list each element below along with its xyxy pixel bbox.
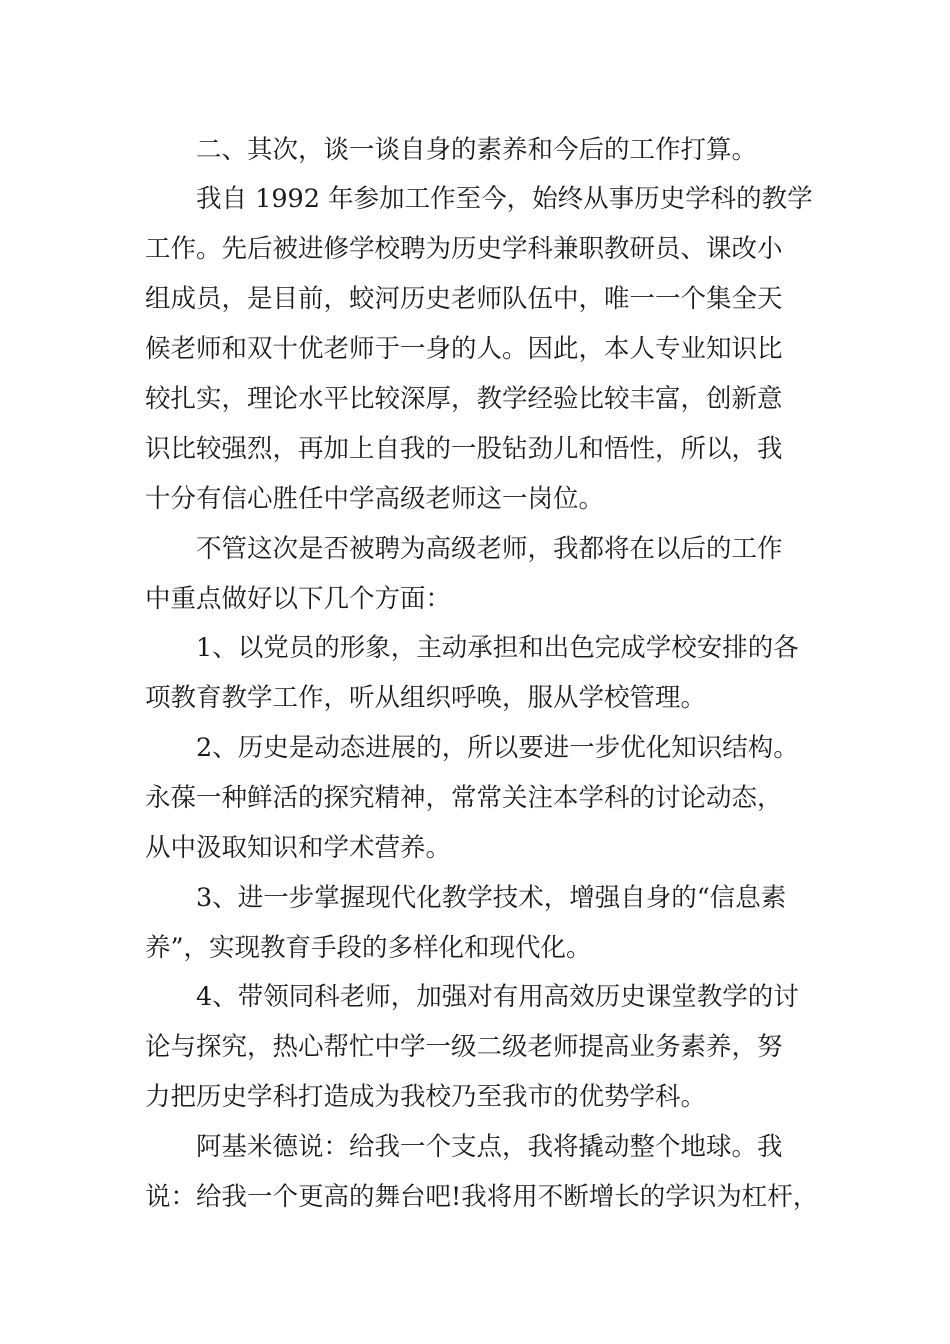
- text-line: 中重点做好以下几个方面：: [145, 584, 452, 614]
- text-line: 二、其次，谈一谈自身的素养和今后的工作打算。: [196, 135, 758, 165]
- text-line: 我自 1992 年参加工作至今，始终从事历史学科的教学: [196, 184, 813, 214]
- text-line: 工作。先后被进修学校聘为历史学科兼职教研员、课改小: [145, 234, 783, 264]
- text-line: 不管这次是否被聘为高级老师，我都将在以后的工作: [196, 534, 783, 564]
- text-line: 养”，实现教育手段的多样化和现代化。: [145, 933, 592, 963]
- text-line: 较扎实，理论水平比较深厚，教学经验比较丰富，创新意: [145, 384, 783, 414]
- text-line: 1、以党员的形象，主动承担和出色完成学校安排的各: [196, 633, 799, 663]
- text-line: 项教育教学工作，听从组织呼唤，服从学校管理。: [145, 683, 707, 713]
- text-line: 2、历史是动态进展的，所以要进一步优化知识结构。: [196, 733, 799, 763]
- text-line: 识比较强烈，再加上自我的一股钻劲儿和悟性，所以，我: [145, 434, 783, 464]
- text-line: 阿基米德说：给我一个支点，我将撬动整个地球。我: [196, 1132, 783, 1162]
- text-line: 3、进一步掌握现代化教学技术，增强自身的“信息素: [196, 883, 787, 913]
- text-line: 力把历史学科打造成为我校乃至我市的优势学科。: [145, 1082, 707, 1112]
- text-line: 说：给我一个更高的舞台吧!我将用不断增长的学识为杠杆，: [145, 1182, 819, 1212]
- text-line: 候老师和双十优老师于一身的人。因此，本人专业知识比: [145, 334, 783, 364]
- text-line: 4、带领同科老师，加强对有用高效历史课堂教学的讨: [196, 982, 799, 1012]
- text-line: 论与探究，热心帮忙中学一级二级老师提高业务素养，努: [145, 1032, 783, 1062]
- text-line: 组成员，是目前，蛟河历史老师队伍中，唯一一个集全天: [145, 284, 783, 314]
- text-line: 永葆一种鲜活的探究精神，常常关注本学科的讨论动态，: [145, 783, 783, 813]
- text-line: 从中汲取知识和学术营养。: [145, 833, 452, 863]
- text-line: 十分有信心胜任中学高级老师这一岗位。: [145, 484, 605, 514]
